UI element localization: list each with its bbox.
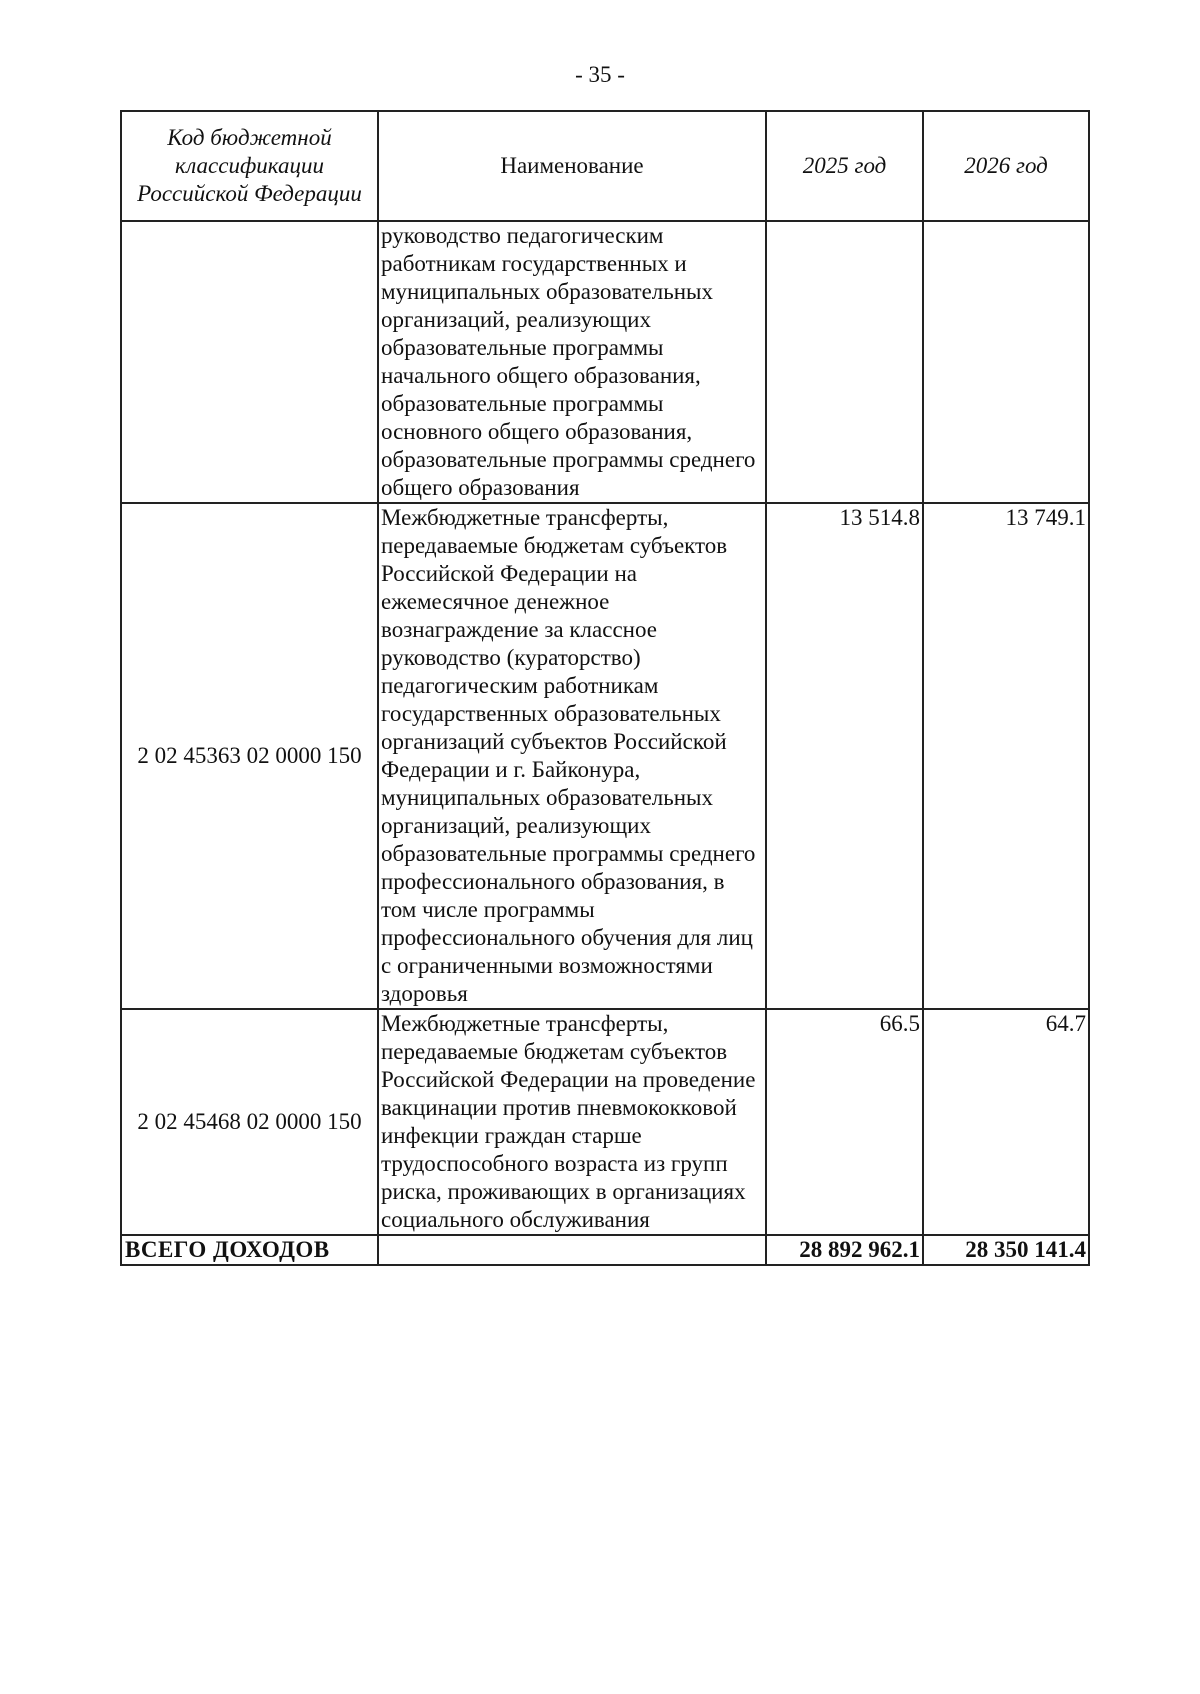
table-row xyxy=(121,503,1089,1009)
row-value-2026 xyxy=(923,221,1089,503)
row-value-2026: 64.7 xyxy=(923,1009,1089,1235)
table-header-row xyxy=(121,111,1089,221)
header-code: Код бюджетной классификации Российской Федерации xyxy=(121,111,378,221)
table-row xyxy=(121,1009,1089,1235)
row-value-2025 xyxy=(766,221,923,503)
header-name: Наименование xyxy=(378,111,766,221)
header-year-2026: 2026 год xyxy=(923,111,1089,221)
header-year-2025: 2025 год xyxy=(766,111,923,221)
page-number: - 35 - xyxy=(575,62,625,87)
total-value-2025: 28 892 962.1 xyxy=(766,1235,923,1265)
row-code: 2 02 45468 02 0000 150 xyxy=(121,1009,378,1235)
row-code: 2 02 45363 02 0000 150 xyxy=(121,503,378,1009)
total-name xyxy=(378,1235,766,1265)
row-code xyxy=(121,221,378,503)
total-label: ВСЕГО ДОХОДОВ xyxy=(121,1235,378,1265)
budget-revenue-table xyxy=(120,110,1090,1266)
total-value-2026: 28 350 141.4 xyxy=(923,1235,1089,1265)
table-row xyxy=(121,221,1089,503)
row-value-2026: 13 749.1 xyxy=(923,503,1089,1009)
row-name: Межбюджетные трансферты, передаваемые бюджетам субъектов Российской Федерации на ежемесячное денежное вознаграждение за классное руководство (кураторство) педагогическим работникам государственных образовательных организаций субъектов Российской Федерации и г. Байконура, муниципальных образовательных организаций, реализующих образовательные программы среднего профессионального образования, в том числе программы профессионального обучения для лиц с ограниченными возможностями здоровья xyxy=(378,503,766,1009)
row-name: Межбюджетные трансферты, передаваемые бюджетам субъектов Российской Федерации на проведение вакцинации против пневмококковой инфекции граждан старше трудоспособного возраста из групп риска, проживающих в организациях социального обслуживания xyxy=(378,1009,766,1235)
row-value-2025: 66.5 xyxy=(766,1009,923,1235)
total-row xyxy=(121,1235,1089,1265)
row-value-2025: 13 514.8 xyxy=(766,503,923,1009)
row-name: руководство педагогическим работникам государственных и муниципальных образовательных организаций, реализующих образовательные программы начального общего образования, образовательные программы основного общего образования, образовательные программы среднего общего образования xyxy=(378,221,766,503)
